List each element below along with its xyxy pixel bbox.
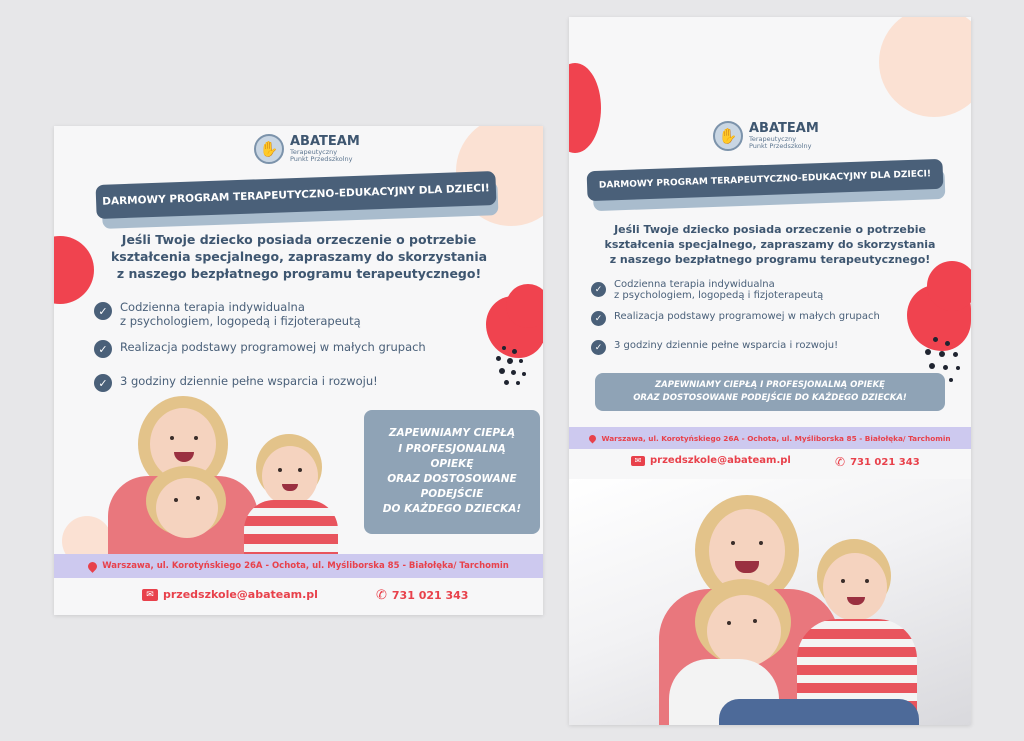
envelope-icon: ✉ (631, 456, 645, 466)
benefit-text: Codzienna terapia indywidualna (614, 279, 775, 290)
hand-logo-icon: ✋ (713, 121, 743, 151)
check-icon: ✓ (591, 311, 606, 326)
benefit-item (94, 374, 444, 392)
headline-banner: DARMOWY PROGRAM TERAPEUTYCZNO-EDUKACYJNY DLA DZIECI! (96, 171, 497, 219)
email-text[interactable]: przedszkole@abateam.pl (650, 455, 791, 466)
hand-logo-icon: ✋ (254, 134, 284, 164)
intro-line-1: Jeśli Twoje dziecko posiada orzeczenie o potrzebie (614, 223, 926, 236)
callout-line: PODEJŚCIE (420, 488, 484, 501)
benefit-text: z psychologiem, logopedą i fizjoterapeutą (614, 290, 824, 301)
envelope-icon: ✉ (142, 589, 158, 601)
callout-line: ORAZ DOSTOSOWANE (387, 473, 517, 485)
callout-line: ZAPEWNIAMY CIEPŁĄ I PROFESJONALNĄ OPIEKĘ (654, 380, 885, 391)
children-photo (78, 394, 378, 554)
intro-line-1: Jeśli Twoje dziecko posiada orzeczenie o potrzebie (121, 232, 477, 247)
intro-text (94, 232, 504, 283)
benefits-list (591, 279, 911, 355)
phone-text[interactable]: 731 021 343 (391, 589, 469, 602)
email-text[interactable]: przedszkole@abateam.pl (163, 588, 318, 601)
intro-line-2: kształcenia specjalnego, zapraszamy do skorzystania (604, 237, 936, 251)
benefit-text: z psychologiem, logopedą i fizjoterapeutą (120, 314, 361, 328)
logo (713, 121, 819, 151)
children-photo (569, 479, 971, 725)
poster-square (54, 126, 543, 615)
callout-line: DO KAŻDEGO DZIECKA! (382, 503, 522, 516)
benefit-item (591, 311, 911, 326)
location-pin-icon (588, 433, 598, 443)
location-pin-icon (86, 560, 99, 573)
check-icon: ✓ (94, 340, 112, 358)
brand-name: ABATEAM (749, 121, 819, 137)
email-contact[interactable] (142, 588, 318, 601)
brand-subtitle-2: Punkt Przedszkolny (749, 141, 812, 150)
intro-line-3: z naszego bezpłatnego programu terapeutycznego! (116, 265, 482, 281)
benefit-text: Realizacja podstawy programowej w małych grupach (614, 311, 880, 322)
headline-banner: DARMOWY PROGRAM TERAPEUTYCZNO-EDUKACYJNY DLA DZIECI! (587, 159, 944, 201)
check-icon: ✓ (591, 282, 606, 297)
phone-text[interactable]: 731 021 343 (850, 456, 920, 468)
brand-subtitle-1: Terapeutyczny (749, 135, 797, 143)
intro-line-2: kształcenia specjalnego, zapraszamy do skorzystania (110, 248, 488, 264)
callout-line: ORAZ DOSTOSOWANE PODEJŚCIE DO KAŻDEGO DZIECKA! (633, 393, 907, 403)
benefit-item (94, 340, 444, 358)
check-icon: ✓ (591, 340, 606, 355)
callout-line: I PROFESJONALNĄ (398, 442, 506, 455)
address-text: Warszawa, ul. Korotyńskiego 26A - Ochota, ul. Myśliborska 85 - Białołęka/ Tarchomin (601, 433, 951, 443)
benefit-text: 3 godziny dziennie pełne wsparcia i rozwoju! (120, 374, 378, 388)
benefit-item (591, 279, 911, 301)
address-text: Warszawa, ul. Korotyńskiego 26A - Ochota, ul. Myśliborska 85 - Białołęka/ Tarchomin (102, 561, 509, 571)
phone-contact[interactable] (376, 588, 468, 603)
benefit-item (591, 340, 911, 355)
phone-contact[interactable] (835, 455, 920, 469)
peach-blob (879, 17, 971, 117)
phone-icon: ✆ (835, 455, 846, 469)
benefits-list (94, 300, 444, 392)
intro-text (585, 223, 955, 268)
benefit-text: Codzienna terapia indywidualna (120, 300, 305, 314)
dot-pattern (494, 346, 534, 390)
benefit-item (94, 300, 444, 328)
address-bar (54, 554, 543, 578)
email-contact[interactable] (631, 455, 791, 466)
callout-box (595, 373, 945, 411)
red-heart-blob-top (927, 261, 971, 311)
brand-subtitle-1: Terapeutyczny (290, 148, 338, 156)
brand-subtitle-2: Punkt Przedszkolny (290, 154, 353, 163)
callout-line: OPIEKĘ (430, 457, 474, 470)
logo (254, 134, 360, 164)
benefit-text: 3 godziny dziennie pełne wsparcia i rozwoju! (614, 340, 839, 351)
address-bar (569, 427, 971, 449)
brand-name: ABATEAM (290, 134, 360, 150)
intro-line-3: z naszego bezpłatnego programu terapeutycznego! (609, 252, 931, 266)
phone-icon: ✆ (376, 588, 387, 603)
callout-box (364, 410, 540, 534)
red-blob (54, 236, 94, 304)
poster-tall (569, 17, 971, 725)
benefit-text: Realizacja podstawy programowej w małych grupach (120, 340, 426, 354)
red-blob (569, 63, 601, 153)
red-heart-blob-top (506, 284, 543, 328)
check-icon: ✓ (94, 374, 112, 392)
callout-line: ZAPEWNIAMY CIEPŁĄ (388, 427, 516, 440)
check-icon: ✓ (94, 302, 112, 320)
